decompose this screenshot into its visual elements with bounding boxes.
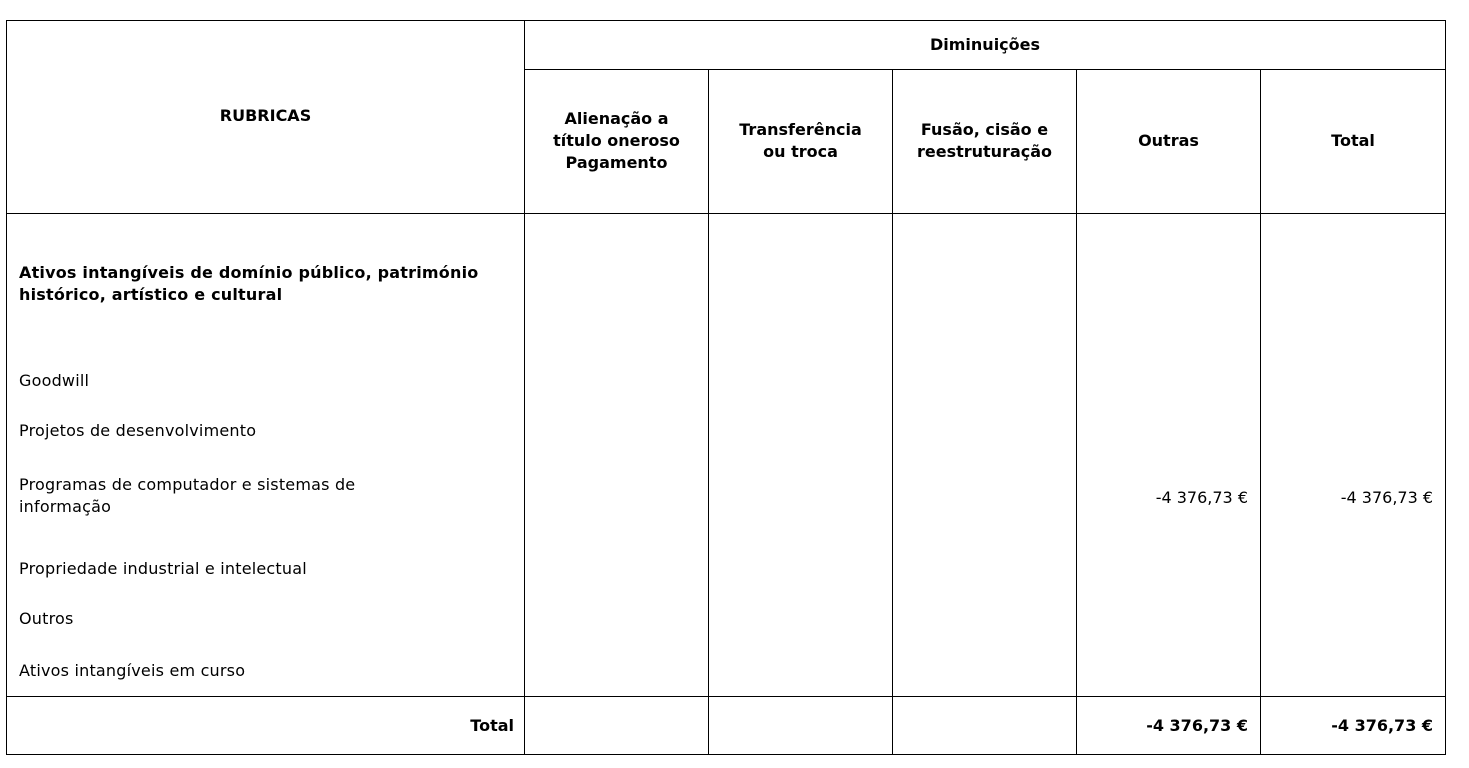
total-total: -4 376,73 €: [1261, 697, 1446, 755]
total-outras: -4 376,73 €: [1077, 697, 1261, 755]
rubricas-header: RUBRICAS: [7, 21, 525, 214]
total-value-programas: -4 376,73 €: [1340, 488, 1434, 507]
diminuicoes-header: Diminuições: [525, 21, 1446, 70]
fusao-values-cell: [893, 214, 1077, 697]
col-header-alienacao: Alienação a título oneroso Pagamento: [525, 69, 709, 213]
rubrica-dominio-publico: Ativos intangíveis de domínio público, património histórico, artístico e cultural: [19, 263, 479, 304]
alienacao-values-cell: [525, 214, 709, 697]
rubricas-cell: [7, 214, 525, 697]
rubrica-projetos: Projetos de desenvolvimento: [19, 421, 257, 440]
rubrica-em-curso: Ativos intangíveis em curso: [19, 661, 246, 680]
transferencia-values-cell: [709, 214, 893, 697]
rubrica-propriedade: Propriedade industrial e intelectual: [19, 559, 307, 578]
outras-values-cell: [1077, 214, 1261, 697]
rubrica-programas: Programas de computador e sistemas de informação: [19, 475, 356, 516]
diminuicoes-table: [6, 20, 1446, 755]
rubrica-outros: Outros: [19, 609, 74, 628]
total-values-cell: [1261, 214, 1446, 697]
total-row-label: Total: [7, 697, 525, 755]
col-header-transferencia: Transferência ou troca: [709, 69, 893, 213]
total-transferencia: [709, 697, 893, 755]
col-header-total: Total: [1261, 69, 1446, 213]
col-header-outras: Outras: [1077, 69, 1261, 213]
outras-value-programas: -4 376,73 €: [1155, 488, 1248, 507]
total-fusao: [893, 697, 1077, 755]
rubrica-goodwill: Goodwill: [19, 371, 90, 390]
total-alienacao: [525, 697, 709, 755]
col-header-fusao: Fusão, cisão e reestruturação: [893, 69, 1077, 213]
